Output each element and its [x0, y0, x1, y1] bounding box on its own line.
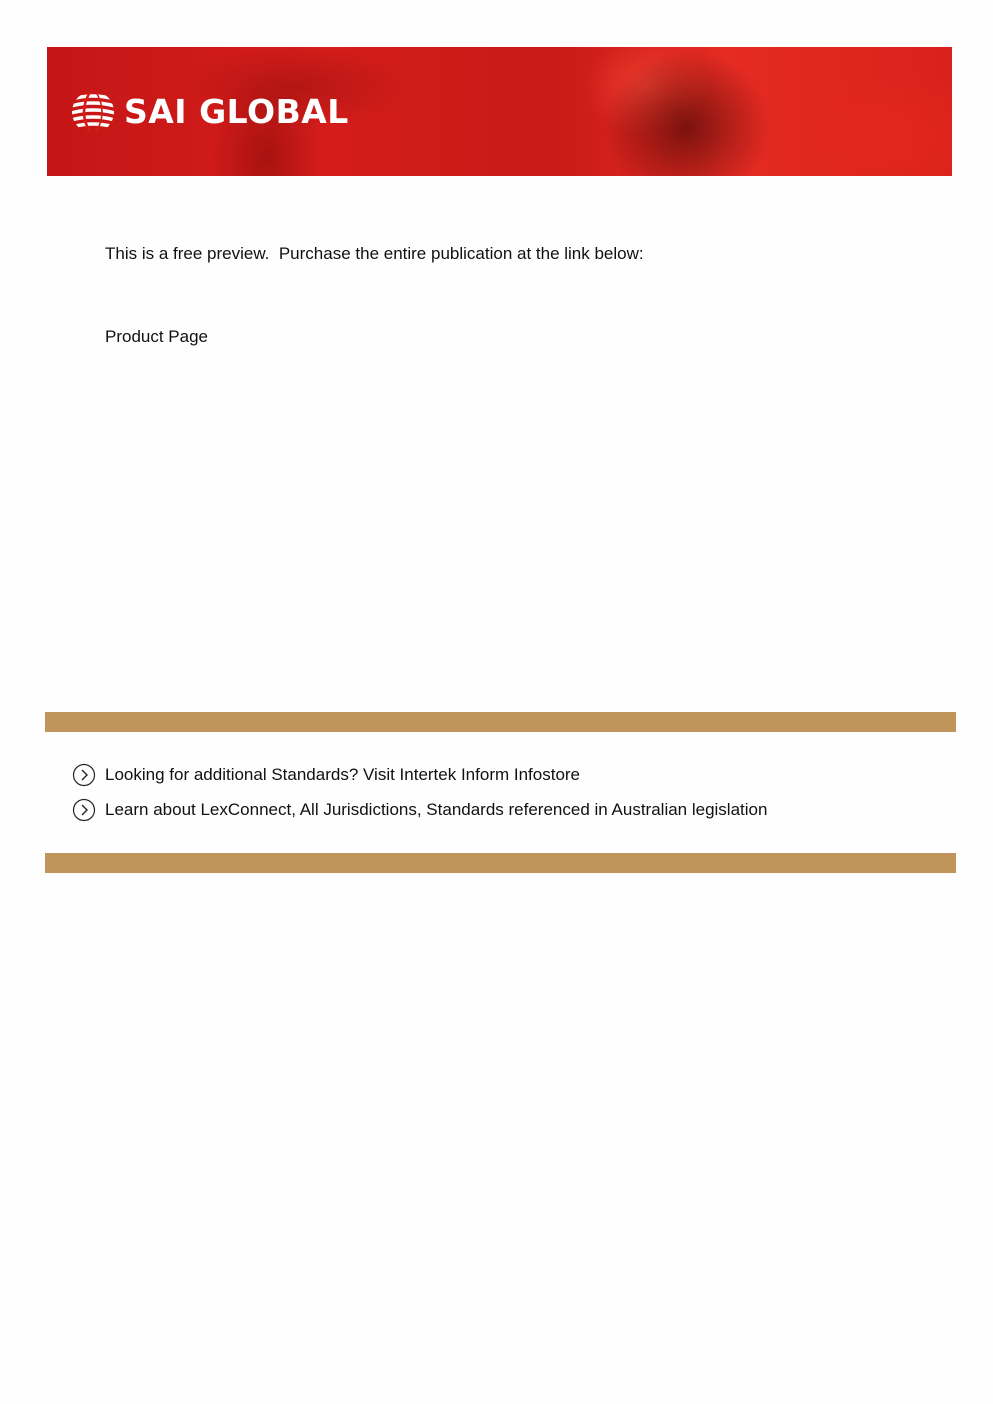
infostore-link-label[interactable]: Looking for additional Standards? Visit Intertek Inform Infostore	[105, 765, 581, 784]
lexconnect-link[interactable]	[72, 798, 767, 822]
header-banner	[47, 47, 952, 176]
sai-global-logo[interactable]	[70, 89, 349, 135]
brand-name: SAI GLOBAL	[124, 92, 349, 131]
chevron-right-circle-icon	[72, 798, 96, 822]
sai-global-globe-icon	[70, 89, 116, 135]
chevron-right-circle-icon	[72, 763, 96, 787]
product-page-link[interactable]: Product Page	[105, 327, 209, 346]
infostore-link[interactable]	[72, 763, 580, 787]
bottom-divider	[45, 853, 956, 873]
preview-notice: This is a free preview. Purchase the entire publication at the link below:	[105, 244, 644, 263]
top-divider	[45, 712, 956, 732]
lexconnect-link-label[interactable]: Learn about LexConnect, All Jurisdictions, Standards referenced in Australian legislation	[105, 800, 768, 819]
